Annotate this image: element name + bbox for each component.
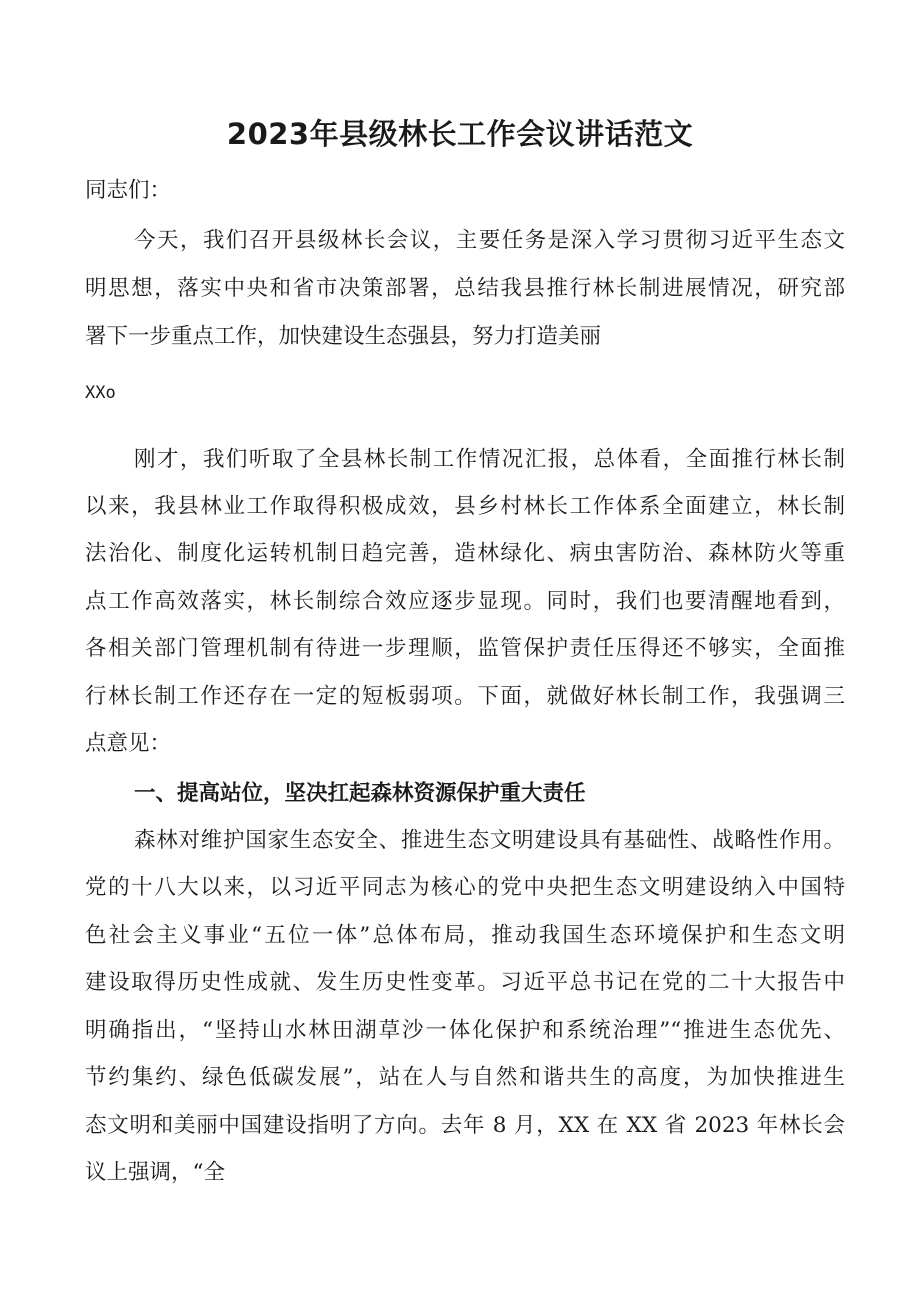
paragraph-3-line: 党的十八大以来，以习近平同志为核心的党中央把生态文明建设纳入中国特 [85,875,845,900]
paragraph-3-line: 色社会主义事业“五位一体”总体布局，推动我国生态环境保护和生态文明 [85,923,845,948]
paragraph-2-line: 以来，我县林业工作取得积极成效，县乡村林长工作体系全面建立，林长制 [85,494,845,519]
paragraph-3-line: 建设取得历史性成就、发生历史性变革。习近平总书记在党的二十大报告中 [85,970,845,995]
paragraph-1-tail: XXo [85,383,116,403]
paragraph-3-line: 态文明和美丽中国建设指明了方向。去年 8 月，XX 在 XX 省 2023 年林长会 [85,1113,845,1138]
salutation: 同志们： [85,178,172,203]
paragraph-2-line: 点意见： [85,731,172,756]
paragraph-2-line: 行林长制工作还存在一定的短板弱项。下面，就做好林长制工作，我强调三 [85,684,845,709]
paragraph-2-line: 刚才，我们听取了全县林长制工作情况汇报，总体看，全面推行林长制 [134,447,845,472]
paragraph-3-line: 森林对维护国家生态安全、推进生态文明建设具有基础性、战略性作用。 [134,828,845,853]
paragraph-3-line: 节约集约、绿色低碳发展”，站在人与自然和谐共生的高度，为加快推进生 [85,1065,845,1090]
paragraph-3-line: 明确指出，“坚持山水林田湖草沙一体化保护和系统治理”“推进生态优先、 [85,1018,845,1043]
paragraph-2-line: 点工作高效落实，林长制综合效应逐步显现。同时，我们也要清醒地看到， [85,589,845,614]
paragraph-1-line: 明思想，落实中央和省市决策部署，总结我县推行林长制进展情况，研究部 [85,276,845,301]
document-title: 2023年县级林长工作会议讲话范文 [226,117,694,151]
paragraph-3-line: 议上强调，“全 [85,1160,225,1185]
paragraph-2-line: 法治化、制度化运转机制日趋完善，造林绿化、病虫害防治、森林防火等重 [85,541,845,566]
paragraph-1-line: 今天，我们召开县级林长会议，主要任务是深入学习贯彻习近平生态文 [134,228,845,253]
paragraph-2-line: 各相关部门管理机制有待进一步理顺，监管保护责任压得还不够实，全面推 [85,636,845,661]
paragraph-1-line: 署下一步重点工作，加快建设生态强县，努力打造美丽 [85,324,602,349]
section-heading-1: 一、提高站位，坚决扛起森林资源保护重大责任 [134,781,586,806]
